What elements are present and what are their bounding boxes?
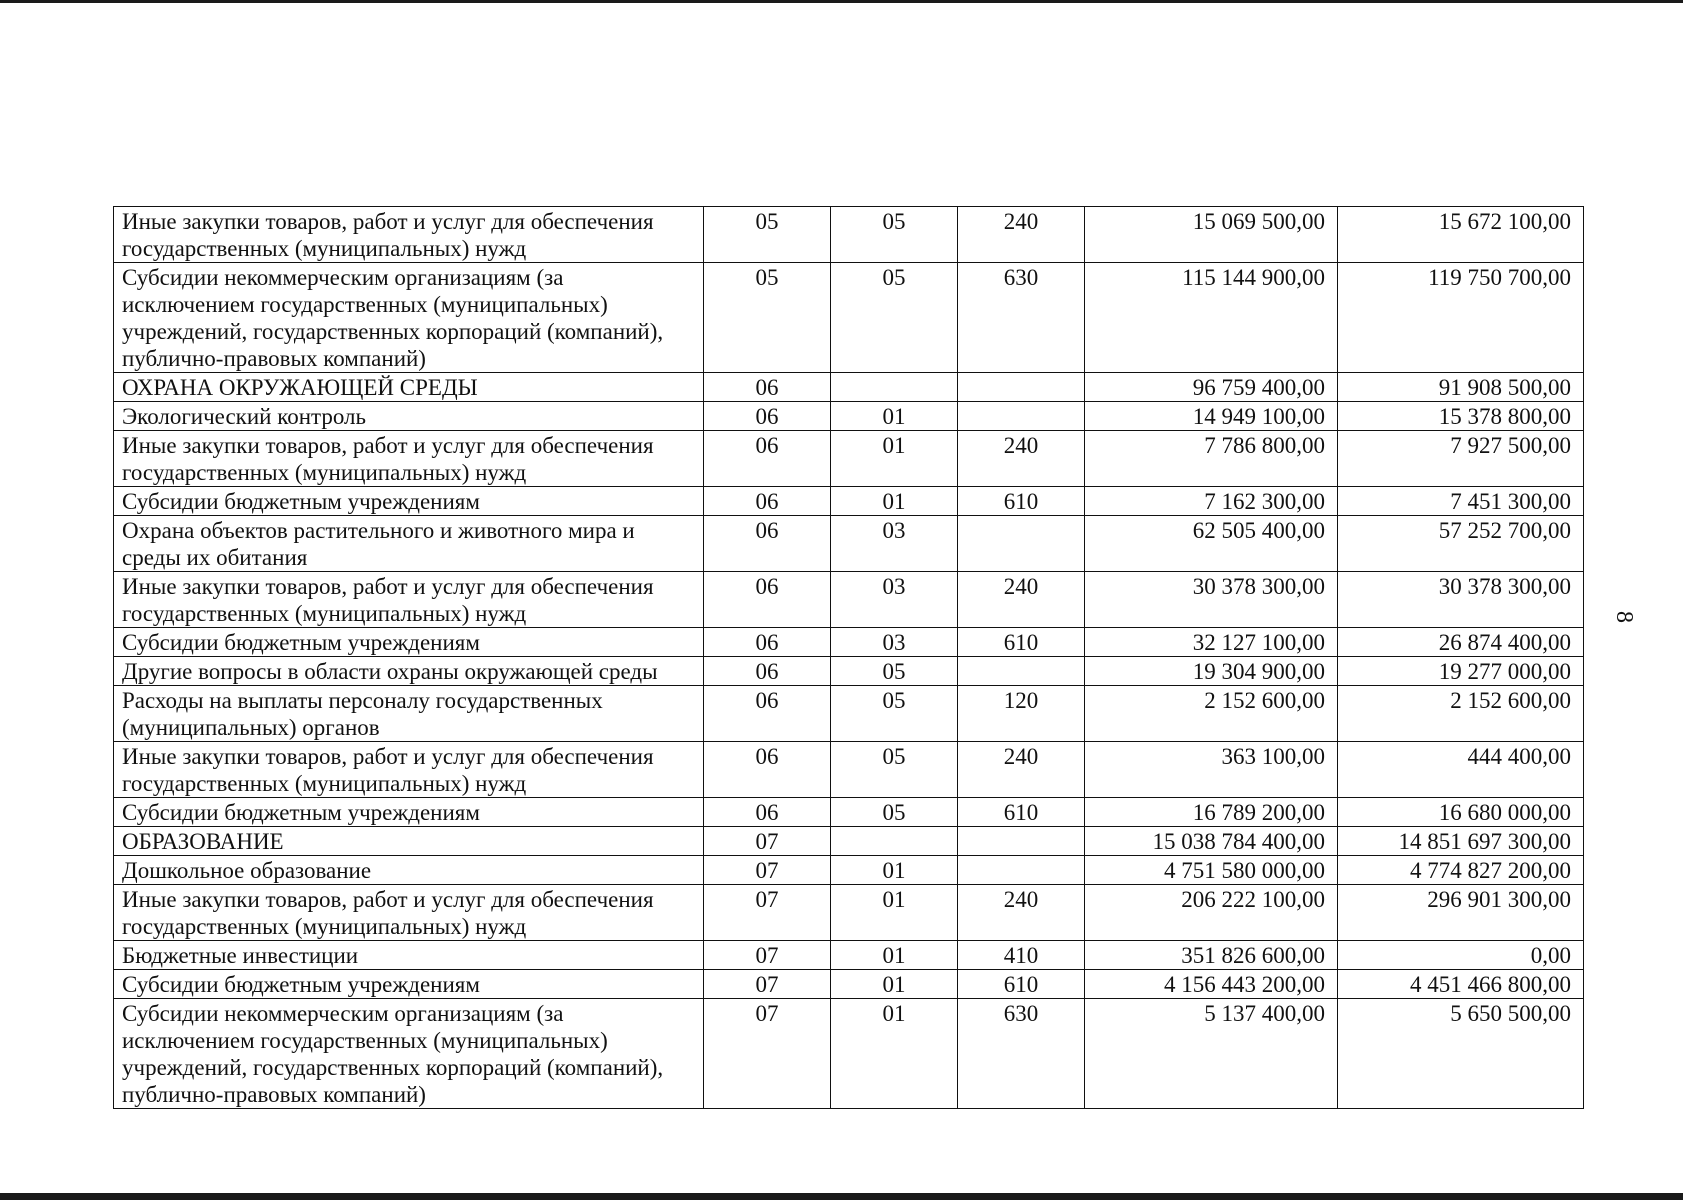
subsection-code-cell: 05 [831,798,958,827]
page-number: 8 [1611,611,1637,623]
expense-type-cell [958,516,1085,572]
table-row [114,798,1584,827]
item-name-cell: Субсидии бюджетным учреждениям [114,970,704,999]
expense-type-cell: 120 [958,686,1085,742]
amount-second-cell: 15 378 800,00 [1338,402,1584,431]
amount-second-cell: 296 901 300,00 [1338,885,1584,941]
item-name-cell: Охрана объектов растительного и животного мира и среды их обитания [114,516,704,572]
amount-second-cell: 444 400,00 [1338,742,1584,798]
section-code-cell: 07 [704,885,831,941]
section-code-cell: 05 [704,207,831,263]
subsection-code-cell: 01 [831,970,958,999]
table-row [114,263,1584,373]
amount-second-cell: 15 672 100,00 [1338,207,1584,263]
budget-table-body [114,207,1584,1109]
item-name-cell: Субсидии бюджетным учреждениям [114,798,704,827]
expense-type-cell: 240 [958,431,1085,487]
item-name-cell: Субсидии бюджетным учреждениям [114,487,704,516]
amount-second-cell: 57 252 700,00 [1338,516,1584,572]
section-code-cell: 07 [704,941,831,970]
section-code-cell: 06 [704,798,831,827]
subsection-code-cell: 01 [831,487,958,516]
table-row [114,742,1584,798]
amount-second-cell: 26 874 400,00 [1338,628,1584,657]
table-row [114,628,1584,657]
subsection-code-cell: 05 [831,263,958,373]
amount-first-cell: 19 304 900,00 [1085,657,1338,686]
subsection-code-cell: 05 [831,657,958,686]
expense-type-cell: 610 [958,487,1085,516]
section-code-cell: 06 [704,742,831,798]
table-row [114,970,1584,999]
section-code-cell: 07 [704,827,831,856]
table-row [114,572,1584,628]
subsection-code-cell: 01 [831,885,958,941]
item-name-cell: ОХРАНА ОКРУЖАЮЩЕЙ СРЕДЫ [114,373,704,402]
section-code-cell: 06 [704,516,831,572]
table-row [114,657,1584,686]
section-code-cell: 06 [704,686,831,742]
budget-table [113,206,1584,1109]
table-row [114,373,1584,402]
amount-first-cell: 115 144 900,00 [1085,263,1338,373]
amount-first-cell: 351 826 600,00 [1085,941,1338,970]
amount-second-cell: 30 378 300,00 [1338,572,1584,628]
amount-second-cell: 19 277 000,00 [1338,657,1584,686]
table-row [114,999,1584,1109]
budget-table-container [113,206,1583,1109]
expense-type-cell [958,657,1085,686]
expense-type-cell: 610 [958,798,1085,827]
amount-first-cell: 96 759 400,00 [1085,373,1338,402]
section-code-cell: 06 [704,373,831,402]
item-name-cell: Бюджетные инвестиции [114,941,704,970]
expense-type-cell: 410 [958,941,1085,970]
amount-first-cell: 2 152 600,00 [1085,686,1338,742]
subsection-code-cell: 01 [831,999,958,1109]
subsection-code-cell: 05 [831,686,958,742]
amount-first-cell: 15 069 500,00 [1085,207,1338,263]
amount-first-cell: 15 038 784 400,00 [1085,827,1338,856]
subsection-code-cell: 01 [831,856,958,885]
amount-second-cell: 2 152 600,00 [1338,686,1584,742]
amount-second-cell: 14 851 697 300,00 [1338,827,1584,856]
expense-type-cell [958,856,1085,885]
table-row [114,402,1584,431]
amount-second-cell: 91 908 500,00 [1338,373,1584,402]
expense-type-cell: 610 [958,970,1085,999]
amount-first-cell: 363 100,00 [1085,742,1338,798]
expense-type-cell: 240 [958,885,1085,941]
item-name-cell: Субсидии бюджетным учреждениям [114,628,704,657]
table-row [114,686,1584,742]
table-row [114,885,1584,941]
amount-second-cell: 5 650 500,00 [1338,999,1584,1109]
expense-type-cell: 630 [958,263,1085,373]
item-name-cell: Дошкольное образование [114,856,704,885]
item-name-cell: Иные закупки товаров, работ и услуг для обеспечения государственных (муниципальных) нужд [114,207,704,263]
item-name-cell: Другие вопросы в области охраны окружающей среды [114,657,704,686]
amount-first-cell: 14 949 100,00 [1085,402,1338,431]
item-name-cell: Иные закупки товаров, работ и услуг для обеспечения государственных (муниципальных) нужд [114,885,704,941]
expense-type-cell: 240 [958,572,1085,628]
amount-second-cell: 7 927 500,00 [1338,431,1584,487]
table-row [114,856,1584,885]
item-name-cell: Субсидии некоммерческим организациям (за исключением государственных (муниципальных) учреждений, государственных корпораций (компаний), публично-правовых компаний) [114,263,704,373]
section-code-cell: 06 [704,402,831,431]
item-name-cell: Субсидии некоммерческим организациям (за исключением государственных (муниципальных) учреждений, государственных корпораций (компаний), публично-правовых компаний) [114,999,704,1109]
section-code-cell: 06 [704,572,831,628]
table-row [114,941,1584,970]
amount-first-cell: 62 505 400,00 [1085,516,1338,572]
table-row [114,431,1584,487]
table-row [114,207,1584,263]
amount-first-cell: 7 162 300,00 [1085,487,1338,516]
section-code-cell: 06 [704,657,831,686]
table-row [114,487,1584,516]
subsection-code-cell: 03 [831,572,958,628]
section-code-cell: 05 [704,263,831,373]
expense-type-cell [958,373,1085,402]
section-code-cell: 06 [704,628,831,657]
expense-type-cell: 240 [958,207,1085,263]
section-code-cell: 07 [704,856,831,885]
subsection-code-cell: 03 [831,516,958,572]
section-code-cell: 07 [704,999,831,1109]
table-row [114,516,1584,572]
amount-second-cell: 0,00 [1338,941,1584,970]
subsection-code-cell: 01 [831,431,958,487]
subsection-code-cell: 05 [831,742,958,798]
section-code-cell: 07 [704,970,831,999]
item-name-cell: Иные закупки товаров, работ и услуг для обеспечения государственных (муниципальных) нужд [114,431,704,487]
scan-edge-bottom [0,1193,1683,1200]
section-code-cell: 06 [704,487,831,516]
amount-second-cell: 4 774 827 200,00 [1338,856,1584,885]
subsection-code-cell [831,827,958,856]
amount-first-cell: 32 127 100,00 [1085,628,1338,657]
amount-second-cell: 4 451 466 800,00 [1338,970,1584,999]
scan-edge-top [0,0,1683,3]
expense-type-cell [958,827,1085,856]
amount-first-cell: 4 156 443 200,00 [1085,970,1338,999]
expense-type-cell: 240 [958,742,1085,798]
item-name-cell: Иные закупки товаров, работ и услуг для обеспечения государственных (муниципальных) нужд [114,742,704,798]
item-name-cell: Экологический контроль [114,402,704,431]
item-name-cell: Иные закупки товаров, работ и услуг для обеспечения государственных (муниципальных) нужд [114,572,704,628]
amount-first-cell: 5 137 400,00 [1085,999,1338,1109]
expense-type-cell: 630 [958,999,1085,1109]
amount-second-cell: 119 750 700,00 [1338,263,1584,373]
expense-type-cell [958,402,1085,431]
subsection-code-cell: 05 [831,207,958,263]
amount-second-cell: 16 680 000,00 [1338,798,1584,827]
expense-type-cell: 610 [958,628,1085,657]
amount-first-cell: 16 789 200,00 [1085,798,1338,827]
amount-first-cell: 206 222 100,00 [1085,885,1338,941]
table-row [114,827,1584,856]
subsection-code-cell [831,373,958,402]
amount-first-cell: 4 751 580 000,00 [1085,856,1338,885]
amount-first-cell: 7 786 800,00 [1085,431,1338,487]
subsection-code-cell: 01 [831,941,958,970]
amount-second-cell: 7 451 300,00 [1338,487,1584,516]
item-name-cell: ОБРАЗОВАНИЕ [114,827,704,856]
section-code-cell: 06 [704,431,831,487]
amount-first-cell: 30 378 300,00 [1085,572,1338,628]
item-name-cell: Расходы на выплаты персоналу государственных (муниципальных) органов [114,686,704,742]
subsection-code-cell: 01 [831,402,958,431]
subsection-code-cell: 03 [831,628,958,657]
